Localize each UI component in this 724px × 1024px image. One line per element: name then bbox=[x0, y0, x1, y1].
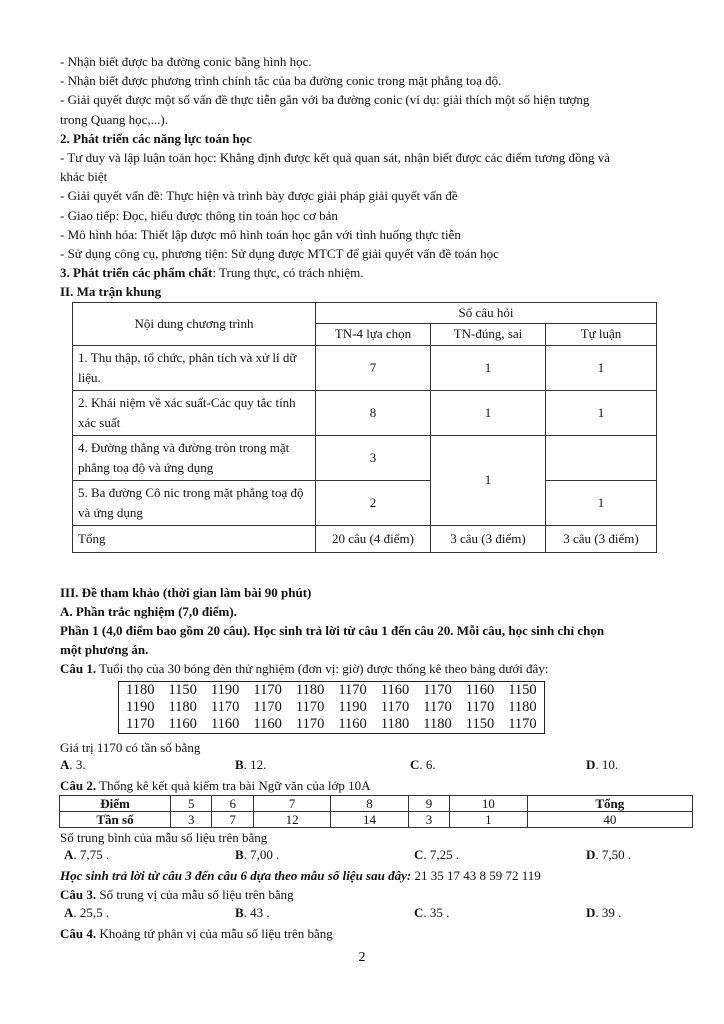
q1-stem bbox=[60, 659, 690, 678]
q2-cell: 7 bbox=[212, 812, 253, 828]
part-a-heading: A. Phần trắc nghiệm (7,0 điểm). bbox=[60, 603, 237, 619]
matrix-row bbox=[73, 435, 657, 480]
q1-question: Giá trị 1170 có tần số bằng bbox=[60, 739, 201, 755]
q2-options bbox=[60, 847, 690, 866]
matrix-row-name: 2. Khái niệm về xác suất-Các quy tắc tính xác suất bbox=[73, 390, 316, 435]
q2-question: Số trung bình của mẫu số liệu trên bằng bbox=[60, 830, 268, 846]
q1-data-row bbox=[119, 681, 545, 699]
section2-line: - Giao tiếp: Đọc, hiểu được thông tin toán học cơ bản bbox=[60, 207, 338, 223]
data-cell: 1170 bbox=[253, 681, 282, 698]
matrix-row bbox=[73, 480, 657, 525]
data-cell: 1190 bbox=[338, 698, 367, 715]
section2-line: - Sử dụng công cụ, phương tiện: Sử dụng được MTCT để giải quyết vấn đề toán học bbox=[60, 246, 499, 262]
intro-line: trong Quang học,...). bbox=[60, 111, 168, 127]
matrix-col-tnds: TN-đúng, sai bbox=[431, 324, 546, 346]
data-cell: 1170 bbox=[295, 715, 325, 732]
intro-line: - Nhận biết được ba đường conic bằng hình học. bbox=[60, 54, 312, 69]
q1-option-a[interactable]: A. 3. bbox=[60, 756, 86, 772]
data-cell: 1160 bbox=[380, 681, 410, 698]
q3-text: Số trung vị của mẫu số liệu trên bằng bbox=[96, 887, 294, 903]
q2-cell: 5 bbox=[171, 796, 212, 812]
q4-label: Câu 4. bbox=[60, 925, 97, 941]
matrix-cell: 7 bbox=[316, 345, 431, 390]
q3-label: Câu 3. bbox=[60, 887, 97, 903]
intro-block bbox=[60, 52, 690, 129]
q2-cell: 7 bbox=[253, 796, 330, 812]
q2-cell: 12 bbox=[253, 812, 330, 828]
matrix-cell-merged: 1 bbox=[431, 435, 546, 525]
section2-block bbox=[60, 148, 690, 263]
q2-label: Câu 2. bbox=[60, 777, 97, 793]
q2-frequency-table bbox=[59, 795, 693, 828]
document-page bbox=[60, 52, 690, 943]
data-cell: 1170 bbox=[423, 681, 452, 698]
q2-cell: 8 bbox=[331, 796, 408, 812]
q1-option-b[interactable]: B. 12. bbox=[235, 756, 267, 772]
matrix-total-cell: 3 câu (3 điểm) bbox=[431, 525, 546, 552]
data-cell: 1170 bbox=[338, 681, 367, 698]
data-cell: 1170 bbox=[380, 698, 410, 715]
data-cell: 1180 bbox=[295, 681, 325, 698]
q2-score-row bbox=[60, 796, 693, 812]
data-cell: 1160 bbox=[253, 715, 282, 732]
matrix-cell: 1 bbox=[546, 480, 657, 525]
q3-option-d[interactable]: D. 39 . bbox=[586, 904, 622, 920]
matrix-row bbox=[73, 345, 657, 390]
data-cell: 1170 bbox=[465, 698, 495, 715]
matrix-cell: 1 bbox=[546, 345, 657, 390]
data-cell: 1160 bbox=[338, 715, 367, 732]
data-cell: 1180 bbox=[168, 698, 197, 715]
q1-data-row bbox=[119, 699, 545, 716]
section2-line: khác biệt bbox=[60, 169, 108, 185]
matrix-header-content: Nội dung chương trình bbox=[73, 302, 316, 345]
matrix-row bbox=[73, 390, 657, 435]
matrix-table bbox=[72, 302, 657, 553]
data-cell: 1170 bbox=[126, 715, 155, 732]
matrix-total-cell: 20 câu (4 điểm) bbox=[316, 525, 431, 552]
data-cell: 1150 bbox=[168, 681, 197, 698]
matrix-cell: 1 bbox=[546, 390, 657, 435]
matrix-col-tl: Tự luận bbox=[546, 324, 657, 346]
matrix-col-tn4: TN-4 lựa chọn bbox=[316, 324, 431, 346]
q2-text: Thống kê kết quả kiểm tra bài Ngữ văn của lớp 10A bbox=[96, 777, 371, 793]
section3-line bbox=[60, 263, 690, 282]
part1-line: một phương án. bbox=[60, 642, 149, 658]
data-cell: 1180 bbox=[508, 698, 537, 715]
q1-text: Tuổi thọ của 30 bóng đèn thử nghiệm (đơn vị: giờ) được thống kê theo bảng dưới đây: bbox=[96, 661, 549, 677]
data-cell: 1170 bbox=[508, 715, 537, 732]
intro-line: - Nhận biết được phương trình chính tắc của ba đường conic trong mặt phẳng toạ độ. bbox=[60, 73, 502, 89]
data-cell: 1170 bbox=[253, 698, 282, 715]
q1-data-row bbox=[119, 716, 545, 734]
q2-cell: 14 bbox=[331, 812, 408, 828]
part1-line: Phần 1 (4,0 điểm bao gồm 20 câu). Học sinh trả lời từ câu 1 đến câu 20. Mỗi câu, học sinh chỉ chọn bbox=[60, 623, 605, 639]
matrix-heading: II. Ma trận khung bbox=[60, 284, 162, 300]
q1-option-c[interactable]: C. 6. bbox=[410, 756, 436, 772]
data-cell: 1170 bbox=[423, 698, 452, 715]
instruction-data: 21 35 17 43 8 59 72 119 bbox=[411, 868, 541, 884]
matrix-total-row bbox=[73, 525, 657, 552]
q2-option-c[interactable]: C. 7,25 . bbox=[414, 847, 460, 863]
section3-text: : Trung thực, có trách nhiệm. bbox=[212, 265, 364, 281]
q2-cell: 3 bbox=[408, 812, 449, 828]
data-cell: 1170 bbox=[210, 698, 240, 715]
q1-label: Câu 1. bbox=[60, 661, 97, 677]
data-cell: 1180 bbox=[126, 681, 155, 698]
matrix-row-name: 1. Thu thập, tổ chức, phân tích và xử lí dữ liệu. bbox=[73, 345, 316, 390]
section2-line: - Mô hình hóa: Thiết lập được mô hình toán học gắn với tình huống thực tiễn bbox=[60, 226, 461, 242]
matrix-total-cell: 3 câu (3 điểm) bbox=[546, 525, 657, 552]
q2-option-b[interactable]: B. 7,00 . bbox=[235, 847, 280, 863]
matrix-header-group: Số câu hỏi bbox=[316, 302, 657, 324]
q4-text: Khoảng tứ phân vị của mẫu số liệu trên bằng bbox=[96, 925, 333, 941]
matrix-cell bbox=[546, 435, 657, 480]
instruction-line bbox=[60, 866, 690, 885]
q2-cell: 3 bbox=[171, 812, 212, 828]
data-cell: 1160 bbox=[210, 715, 240, 732]
section3-exam-heading: III. Đề tham khảo (thời gian làm bài 90 phút) bbox=[60, 584, 312, 600]
intro-line: - Giải quyết được một số vấn đề thực tiễn gắn với ba đường conic (ví dụ: giải thích một số hiện tượng bbox=[60, 92, 590, 108]
q3-option-c[interactable]: C. 35 . bbox=[414, 904, 450, 920]
q3-options bbox=[60, 905, 690, 924]
q2-frequency-row bbox=[60, 812, 693, 828]
instruction-text: Học sinh trả lời từ câu 3 đến câu 6 dựa theo mẫu số liệu sau đây: bbox=[60, 868, 412, 884]
data-cell: 1160 bbox=[168, 715, 197, 732]
data-cell: 1150 bbox=[465, 715, 495, 732]
q2-total-value: 40 bbox=[527, 812, 692, 828]
q2-option-d[interactable]: D. 7,50 . bbox=[586, 847, 632, 863]
q2-total-label: Tổng bbox=[527, 796, 692, 812]
matrix-cell: 1 bbox=[431, 345, 546, 390]
q3-option-b[interactable]: B. 43 . bbox=[235, 904, 270, 920]
q2-stem bbox=[60, 776, 690, 795]
q2-cell: 1 bbox=[450, 812, 527, 828]
q2-option-a[interactable]: A. 7,75 . bbox=[64, 847, 110, 863]
q2-cell: 9 bbox=[408, 796, 449, 812]
q2-row-label: Tần số bbox=[60, 812, 171, 828]
matrix-cell: 3 bbox=[316, 435, 431, 480]
q3-option-a[interactable]: A. 25,5 . bbox=[64, 904, 110, 920]
data-cell: 1180 bbox=[423, 715, 452, 732]
matrix-row-name: 5. Ba đường Cô nic trong mặt phẳng toạ độ và ứng dụng bbox=[73, 480, 316, 525]
q1-options bbox=[60, 757, 690, 776]
matrix-cell: 1 bbox=[431, 390, 546, 435]
data-cell: 1160 bbox=[465, 681, 495, 698]
q4-stem bbox=[60, 924, 690, 943]
data-cell: 1190 bbox=[126, 698, 155, 715]
section2-line: - Giải quyết vấn đề: Thực hiện và trình bày được giải pháp giải quyết vấn đề bbox=[60, 188, 458, 204]
q3-stem bbox=[60, 885, 690, 904]
matrix-cell: 2 bbox=[316, 480, 431, 525]
matrix-total-label: Tổng bbox=[73, 525, 316, 552]
q2-cell: 10 bbox=[450, 796, 527, 812]
section2-heading: 2. Phát triển các năng lực toán học bbox=[60, 130, 252, 146]
q1-option-d[interactable]: D. 10. bbox=[586, 756, 619, 772]
q2-row-label: Điểm bbox=[60, 796, 171, 812]
data-cell: 1170 bbox=[295, 698, 325, 715]
q1-data-table bbox=[118, 681, 545, 734]
section3-heading: 3. Phát triển các phẩm chất bbox=[60, 265, 213, 281]
matrix-cell: 8 bbox=[316, 390, 431, 435]
data-cell: 1190 bbox=[210, 681, 240, 698]
section2-line: - Tư duy và lập luận toán học: Khẳng định được kết quả quan sát, nhận biết được các điểm tương đồng và bbox=[60, 150, 611, 166]
page-number: 2 bbox=[358, 950, 366, 965]
data-cell: 1180 bbox=[380, 715, 410, 732]
data-cell: 1150 bbox=[508, 681, 537, 698]
matrix-row-name: 4. Đường thẳng và đường tròn trong mặt phẳng toạ độ và ứng dụng bbox=[73, 435, 316, 480]
q2-cell: 6 bbox=[212, 796, 253, 812]
